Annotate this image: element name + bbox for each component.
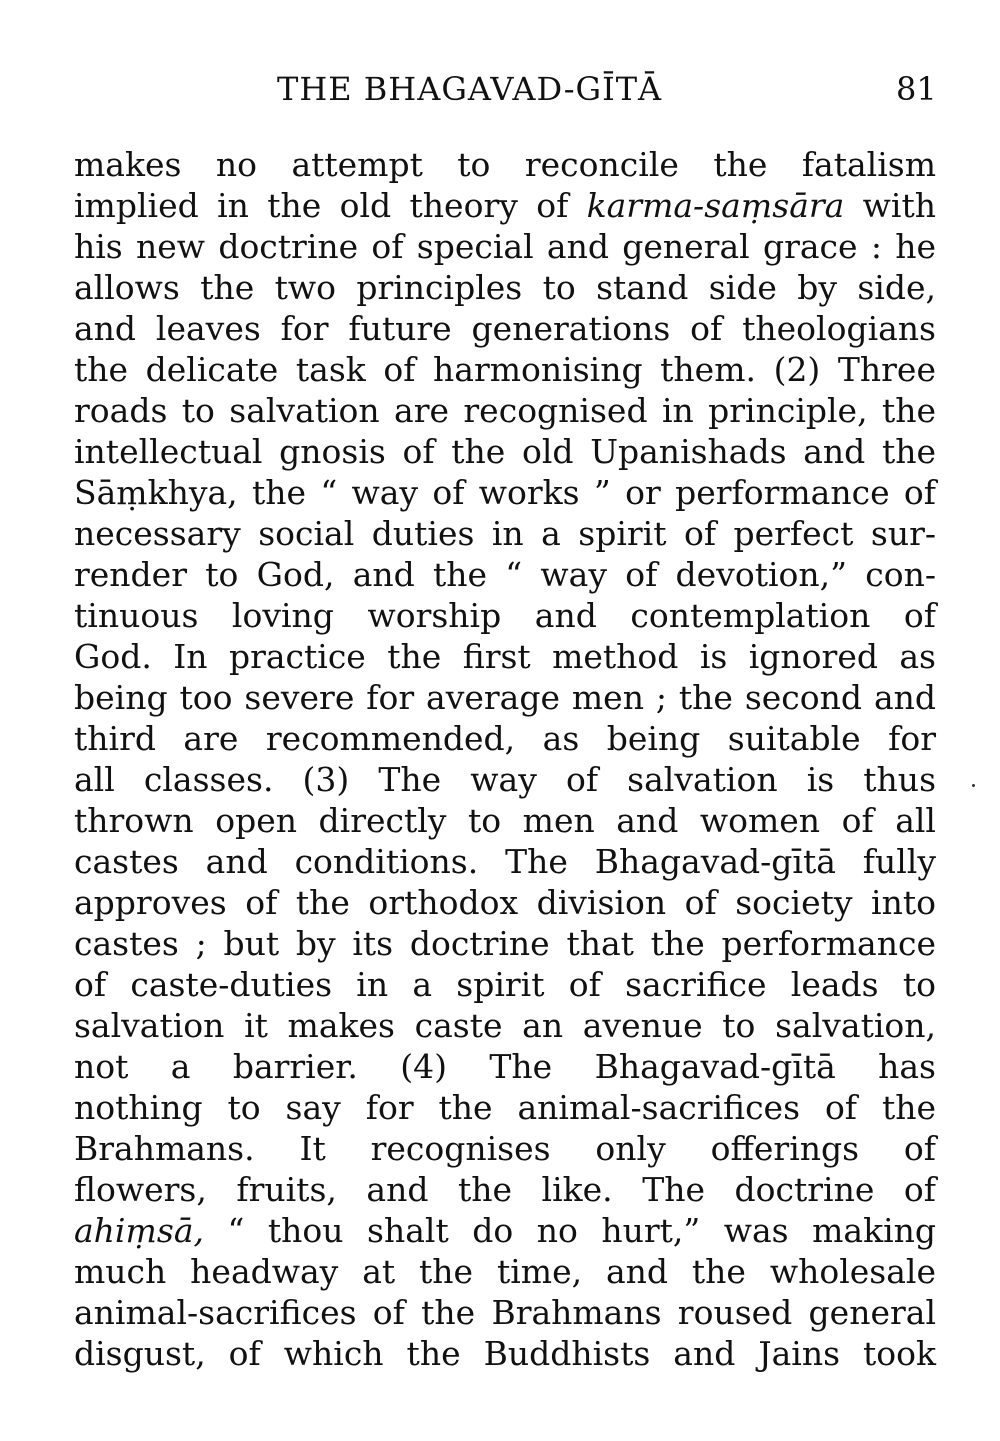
running-head	[0, 70, 1000, 110]
text-line: disgust, of which the Buddhists and Jains took	[74, 1334, 936, 1373]
running-title: THE BHAGAVAD-GĪTĀ	[277, 70, 663, 108]
text-line: not a barrier. (4) The Bhagavad-gītā has	[74, 1047, 936, 1086]
text-line: God. In practice the first method is ignored as	[74, 637, 936, 676]
text-line: the delicate task of harmonising them. (2) Three	[74, 350, 936, 389]
text-line: castes ; but by its doctrine that the performance	[74, 924, 936, 963]
text-line: all classes. (3) The way of salvation is thus	[74, 760, 936, 799]
text-line: allows the two principles to stand side by side,	[74, 268, 936, 307]
text-segment: implied in the old theory of	[74, 186, 587, 225]
text-line: makes no attempt to reconcile the fatalism	[74, 145, 936, 184]
text-line: approves of the orthodox division of society into	[74, 883, 936, 922]
text-line: being too severe for average men ; the second and	[74, 678, 936, 717]
text-line: Brahmans. It recognises only offerings of	[74, 1129, 936, 1168]
text-line: much headway at the time, and the wholesale	[74, 1252, 936, 1291]
page-number: 81	[896, 70, 937, 108]
text-line	[74, 185, 936, 226]
text-line	[74, 1210, 936, 1251]
text-line: flowers, fruits, and the like. The doctrine of	[74, 1170, 936, 1209]
text-line: intellectual gnosis of the old Upanishads and the	[74, 432, 936, 471]
italic-term: ahiṃsā,	[74, 1211, 205, 1250]
text-line: salvation it makes caste an avenue to salvation,	[74, 1006, 936, 1045]
text-line: Sāṃkhya, the “ way of works ” or performance of	[74, 473, 936, 512]
text-line: roads to salvation are recognised in principle, the	[74, 391, 936, 430]
text-line: castes and conditions. The Bhagavad-gītā fully	[74, 842, 936, 881]
text-line: render to God, and the “ way of devotion,” con-	[74, 555, 936, 594]
text-segment: “ thou shalt do no hurt,” was making	[204, 1211, 936, 1250]
text-segment: with	[844, 186, 936, 225]
body-paragraph	[74, 144, 936, 1374]
text-line: his new doctrine of special and general grace : he	[74, 227, 936, 266]
text-line: nothing to say for the animal-sacrifices of the	[74, 1088, 936, 1127]
text-line: third are recommended, as being suitable for	[74, 719, 936, 758]
print-speck	[972, 784, 975, 787]
text-line: thrown open directly to men and women of all	[74, 801, 936, 840]
text-line: of caste-duties in a spirit of sacrifice leads to	[74, 965, 936, 1004]
text-line: animal-sacrifices of the Brahmans roused general	[74, 1293, 936, 1332]
text-line: and leaves for future generations of theologians	[74, 309, 936, 348]
italic-term: karma-saṃsāra	[586, 186, 845, 225]
text-line: tinuous loving worship and contemplation of	[74, 596, 936, 635]
text-line: necessary social duties in a spirit of perfect sur-	[74, 514, 936, 553]
